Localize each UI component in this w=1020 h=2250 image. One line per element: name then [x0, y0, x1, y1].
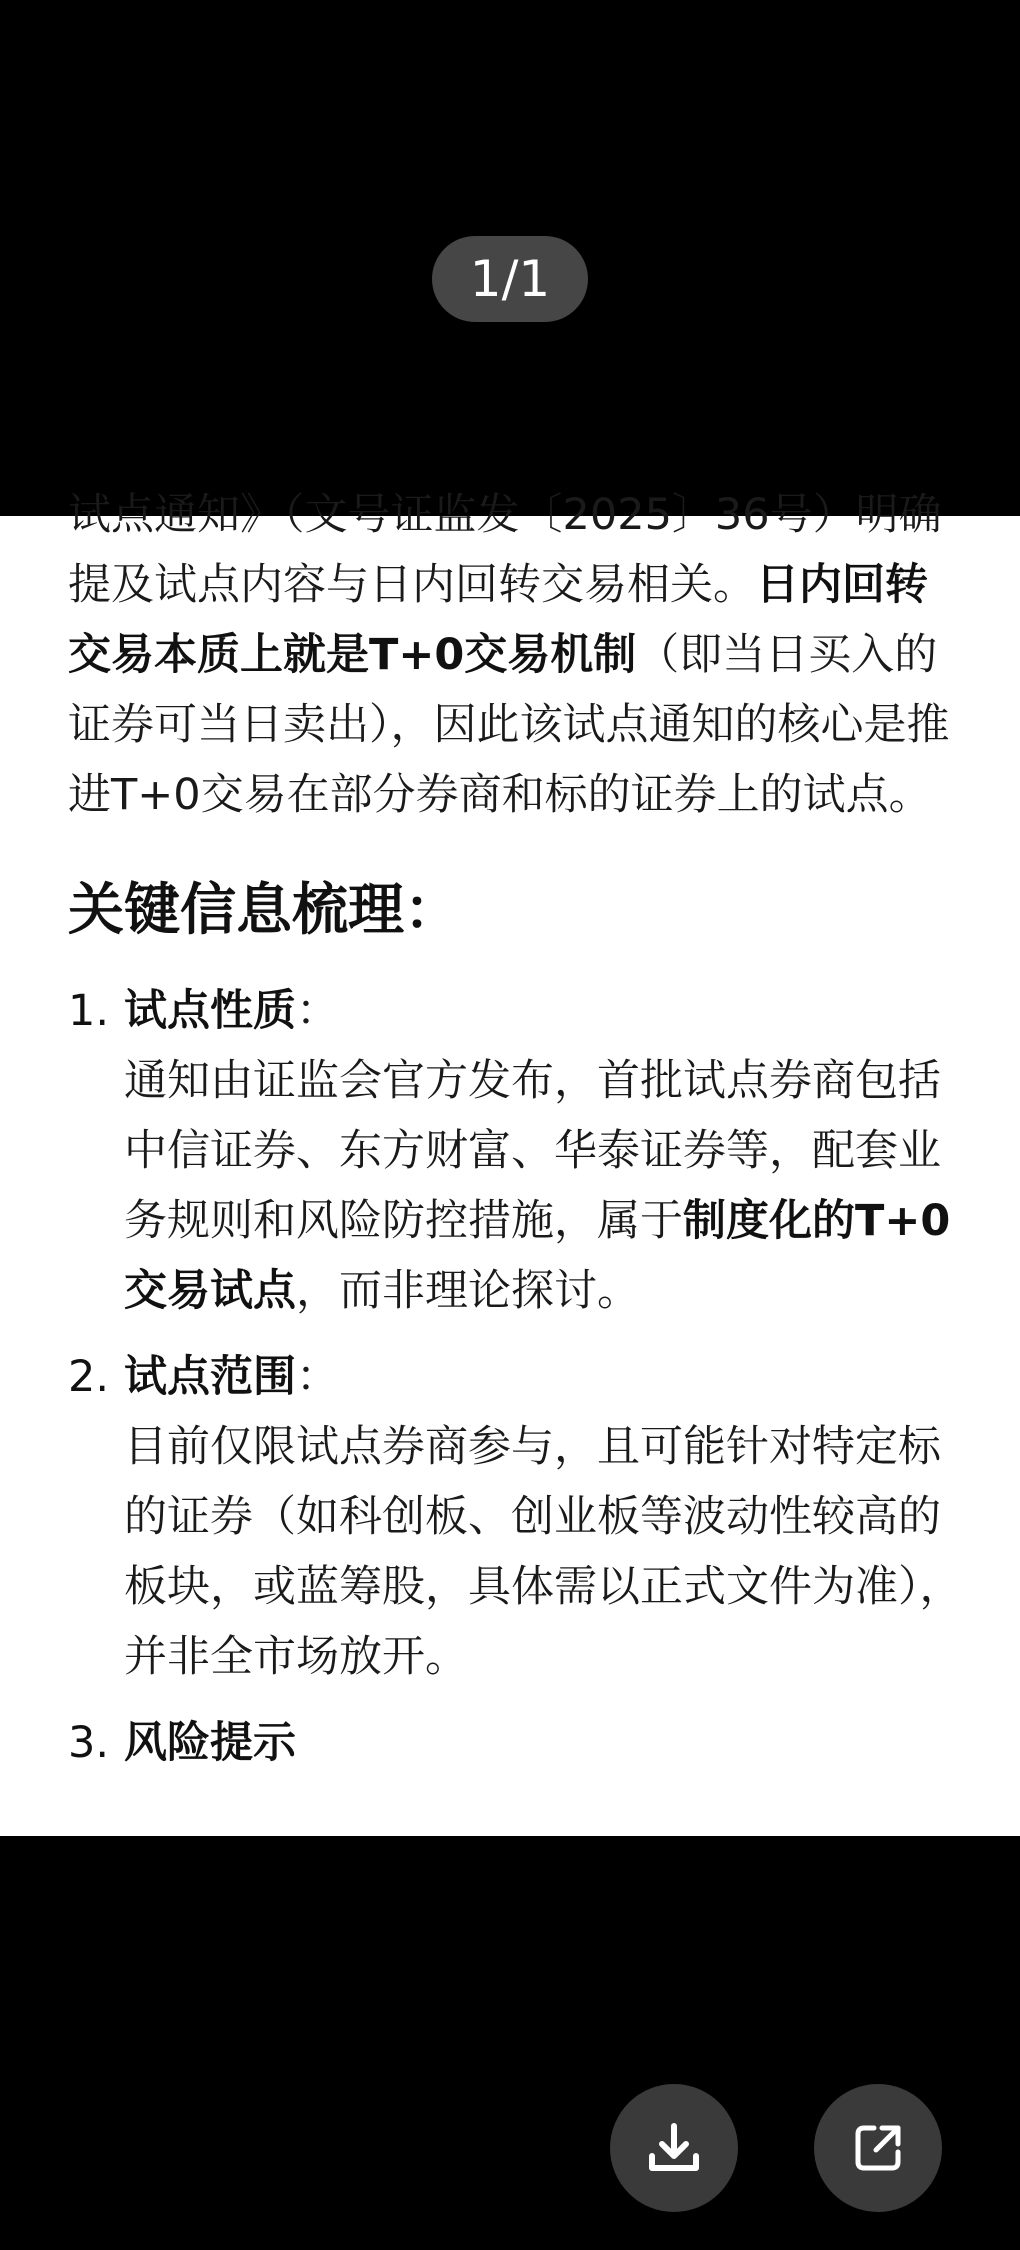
share-button[interactable] [814, 2084, 942, 2212]
intro-paragraph [68, 480, 968, 830]
key-info-list [68, 976, 968, 1778]
list-item-body-bold: 制度化的T+0交易试点 [124, 1196, 951, 1316]
list-item-title-text: 试点性质 [124, 986, 296, 1036]
list-item-number: 2. [68, 1352, 110, 1402]
list-item-body [124, 1412, 968, 1692]
download-button[interactable] [610, 2084, 738, 2212]
list-item [68, 1708, 968, 1778]
intro-bold: 日内回转交易本质上就是T+0交易机制 [68, 560, 928, 680]
list-item [68, 976, 968, 1326]
list-item-number: 1. [68, 986, 110, 1036]
list-item-title [124, 976, 968, 1046]
section-heading: 关键信息梳理： [68, 878, 460, 943]
external-share-icon [848, 2118, 908, 2178]
list-item-title [124, 1342, 968, 1412]
list-item-colon: ： [296, 986, 339, 1036]
intro-text-2: （即当日买入的证券可当日卖出），因此该试点通知的核心是推进T+0交易在部分券商和标的证券上的试点。 [68, 630, 950, 820]
list-item-body-text-2: ，而非理论探讨。 [296, 1266, 640, 1316]
page-counter: 1/1 [432, 236, 588, 322]
list-item-title-text: 试点范围 [124, 1352, 296, 1402]
list-item-body [124, 1046, 968, 1326]
list-item-body-text-1: 目前仅限试点券商参与，且可能针对特定标的证券（如科创板、创业板等波动性较高的板块，或蓝筹股，具体需以正式文件为准），并非全市场放开。 [124, 1422, 963, 1682]
list-item-title-text: 风险提示 [124, 1718, 296, 1768]
list-item [68, 1342, 968, 1692]
article-content [68, 480, 968, 1794]
list-item-number: 3. [68, 1718, 110, 1768]
list-item-body-text-1: 通知由证监会官方发布，首批试点券商包括中信证券、东方财富、华泰证券等，配套业务规则和风险防控措施，属于 [124, 1056, 941, 1246]
intro-text-1: 试点通知》（文号证监发〔2025〕36号）明确提及试点内容与日内回转交易相关。 [68, 490, 942, 610]
list-item-title [124, 1708, 968, 1778]
list-item-colon: ： [296, 1352, 339, 1402]
image-viewport[interactable] [0, 490, 1020, 1836]
download-icon [644, 2118, 704, 2178]
